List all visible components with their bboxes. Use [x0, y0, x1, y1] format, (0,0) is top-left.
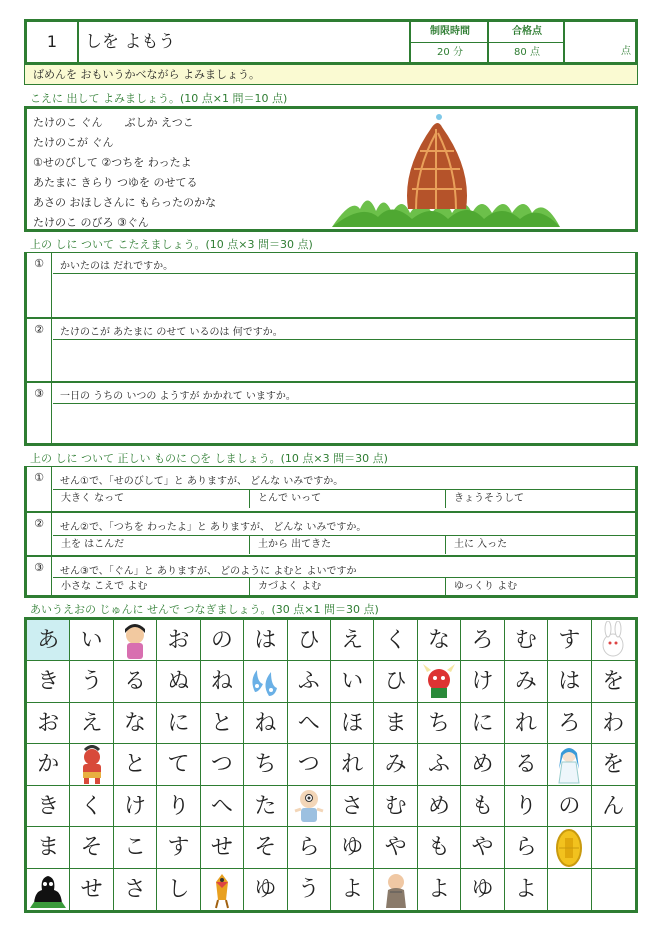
- kana-cell[interactable]: れ: [505, 703, 548, 744]
- poem-line: たけのこが ぐん: [33, 136, 114, 149]
- spirit-flame-picture[interactable]: [244, 661, 287, 702]
- question-number: ③: [27, 383, 52, 443]
- option-row: [53, 577, 635, 598]
- question-text: かいたのは だれですか。: [60, 261, 174, 272]
- question-box: [24, 252, 638, 446]
- kana-cell[interactable]: な: [418, 620, 461, 661]
- choice-row: [27, 555, 635, 595]
- option-row: [53, 535, 635, 556]
- kana-cell[interactable]: ぬ: [157, 661, 200, 702]
- kana-cell[interactable]: さ: [331, 786, 374, 827]
- kana-cell[interactable]: わ: [592, 703, 635, 744]
- kana-cell[interactable]: さ: [114, 869, 157, 910]
- shadow-monster-picture[interactable]: [27, 869, 70, 910]
- instruction-text: ばめんを おもいうかべながら よみましょう。: [24, 65, 638, 85]
- kana-cell[interactable]: ら: [288, 827, 331, 868]
- worksheet-number: 1: [27, 22, 79, 62]
- kana-cell[interactable]: ん: [592, 786, 635, 827]
- kana-cell[interactable]: は: [548, 661, 591, 702]
- question-text: せん②で、「つちを わったよ」と ありますが、 どんな いみですか。: [60, 522, 367, 533]
- kana-cell-empty[interactable]: [592, 869, 635, 910]
- bird-monster-picture[interactable]: [201, 869, 244, 910]
- kana-cell[interactable]: ま: [27, 827, 70, 868]
- pass-score-value: 80 点: [514, 47, 540, 58]
- answer-field[interactable]: [53, 403, 635, 444]
- kana-cell[interactable]: ほ: [331, 703, 374, 744]
- kana-cell[interactable]: め: [418, 786, 461, 827]
- monk-picture[interactable]: [374, 869, 417, 910]
- kana-cell[interactable]: ゆ: [331, 827, 374, 868]
- poem-line: たけのこ ぐん ぶしか えつこ: [33, 116, 194, 129]
- option-row: [53, 489, 635, 510]
- kana-cell[interactable]: に: [157, 703, 200, 744]
- worksheet-title: しを よもう: [85, 32, 176, 52]
- question-number: ②: [27, 513, 52, 555]
- answer-field[interactable]: [53, 273, 635, 316]
- time-limit-value: 20 分: [437, 47, 463, 58]
- kana-cell[interactable]: お: [157, 620, 200, 661]
- kana-cell[interactable]: そ: [70, 827, 113, 868]
- kana-cell[interactable]: と: [114, 744, 157, 785]
- pass-score-cell: [487, 22, 565, 62]
- kana-cell[interactable]: か: [27, 744, 70, 785]
- poem-box: [24, 106, 638, 232]
- kana-cell[interactable]: い: [331, 661, 374, 702]
- kana-cell[interactable]: る: [114, 661, 157, 702]
- score-cell[interactable]: [563, 22, 637, 62]
- kana-cell[interactable]: り: [157, 786, 200, 827]
- question-row: [27, 381, 635, 443]
- kana-cell[interactable]: う: [70, 661, 113, 702]
- kana-cell[interactable]: の: [201, 620, 244, 661]
- kana-cell[interactable]: う: [288, 869, 331, 910]
- kana-cell[interactable]: ひ: [288, 620, 331, 661]
- kana-cell[interactable]: す: [157, 827, 200, 868]
- option-item[interactable]: 土に 入った: [445, 536, 635, 554]
- kana-cell[interactable]: に: [461, 703, 504, 744]
- kana-cell[interactable]: て: [157, 744, 200, 785]
- kana-cell[interactable]: き: [27, 661, 70, 702]
- one-eyed-monster-picture[interactable]: [288, 786, 331, 827]
- kana-cell[interactable]: お: [27, 703, 70, 744]
- question-row: [27, 253, 635, 317]
- kana-cell[interactable]: を: [592, 661, 635, 702]
- kana-cell[interactable]: そ: [244, 827, 287, 868]
- poem-line: あさの おほしさんに もらったのかな: [33, 196, 216, 209]
- time-limit-cell: [409, 22, 489, 62]
- bamboo-shoot-picture: [332, 109, 562, 229]
- kana-cell[interactable]: け: [461, 661, 504, 702]
- kana-cell[interactable]: ま: [374, 703, 417, 744]
- kana-cell[interactable]: ち: [244, 744, 287, 785]
- kana-cell[interactable]: ふ: [418, 744, 461, 785]
- rabbit-picture[interactable]: [592, 620, 635, 661]
- option-item[interactable]: 土から 出てきた: [249, 536, 445, 554]
- kana-cell[interactable]: こ: [114, 827, 157, 868]
- kana-cell[interactable]: と: [201, 703, 244, 744]
- kana-cell[interactable]: よ: [331, 869, 374, 910]
- kana-cell-empty[interactable]: [592, 827, 635, 868]
- kana-cell[interactable]: は: [244, 620, 287, 661]
- kana-cell[interactable]: す: [548, 620, 591, 661]
- red-oni-picture[interactable]: [70, 744, 113, 785]
- kana-cell[interactable]: も: [418, 827, 461, 868]
- kana-cell[interactable]: ふ: [288, 661, 331, 702]
- kana-cell[interactable]: り: [505, 786, 548, 827]
- kana-cell[interactable]: れ: [331, 744, 374, 785]
- yuki-onna-picture[interactable]: [548, 744, 591, 785]
- kana-cell[interactable]: よ: [505, 869, 548, 910]
- kana-grid: [24, 617, 638, 913]
- kana-cell[interactable]: み: [374, 744, 417, 785]
- kana-cell[interactable]: ね: [201, 661, 244, 702]
- kana-cell[interactable]: せ: [70, 869, 113, 910]
- kana-cell[interactable]: め: [461, 744, 504, 785]
- kana-cell[interactable]: し: [157, 869, 200, 910]
- choice-row: [27, 511, 635, 555]
- question-text: せん①で、「せのびして」と ありますが、 どんな いみですか。: [60, 476, 344, 487]
- kana-cell[interactable]: み: [505, 661, 548, 702]
- time-limit-label: 制限時間: [411, 22, 489, 43]
- gold-koban-picture[interactable]: [548, 827, 591, 868]
- option-item[interactable]: 小さな こえで よむ: [61, 581, 148, 592]
- kana-cell[interactable]: や: [374, 827, 417, 868]
- question-number: ①: [27, 253, 52, 317]
- option-item[interactable]: ゆっくり よむ: [445, 578, 635, 596]
- kana-cell[interactable]: あ: [27, 620, 70, 661]
- question-text: たけのこが あたまに のせて いるのは 何ですか。: [60, 327, 283, 338]
- kana-cell[interactable]: ひ: [374, 661, 417, 702]
- option-item[interactable]: カづよく よむ: [249, 578, 445, 596]
- kana-cell[interactable]: せ: [201, 827, 244, 868]
- choice-row: [27, 467, 635, 511]
- kana-cell[interactable]: な: [114, 703, 157, 744]
- pass-score-label: 合格点: [489, 22, 565, 43]
- question-section-title: 上の しに ついて こたえましょう。(10 点×3 問＝30 点): [30, 238, 313, 251]
- kana-cell[interactable]: よ: [418, 869, 461, 910]
- kana-cell[interactable]: い: [70, 620, 113, 661]
- kana-cell[interactable]: も: [461, 786, 504, 827]
- kana-cell[interactable]: き: [27, 786, 70, 827]
- kana-cell[interactable]: の: [548, 786, 591, 827]
- kana-cell[interactable]: く: [70, 786, 113, 827]
- oni-mask-picture[interactable]: [418, 661, 461, 702]
- kana-cell[interactable]: む: [505, 620, 548, 661]
- kana-cell[interactable]: え: [331, 620, 374, 661]
- kana-cell[interactable]: ゆ: [244, 869, 287, 910]
- poem-line: あたまに きらり つゆを のせてる: [33, 176, 198, 189]
- option-item[interactable]: とんで いって: [249, 490, 445, 508]
- grid-section-title: あいうえおの じゅんに せんで つなぎましょう。(30 点×1 問＝30 点): [30, 603, 379, 616]
- kana-cell[interactable]: ゆ: [461, 869, 504, 910]
- kana-cell[interactable]: ら: [505, 827, 548, 868]
- poem-section-title: こえに 出して よみましょう。(10 点×1 問＝10 点): [30, 92, 288, 105]
- kana-cell[interactable]: た: [244, 786, 287, 827]
- question-number: ①: [27, 467, 52, 511]
- question-number: ③: [27, 557, 52, 595]
- question-number: ②: [27, 319, 52, 381]
- option-item[interactable]: 大きく なって: [61, 493, 125, 504]
- kana-cell[interactable]: ち: [418, 703, 461, 744]
- option-item[interactable]: きょうそうして: [445, 490, 635, 508]
- kana-cell[interactable]: け: [114, 786, 157, 827]
- question-text: 一日の うちの いつの ようすが かかれて いますか。: [60, 391, 296, 402]
- kana-cell[interactable]: ろ: [461, 620, 504, 661]
- question-text: せん③で、「ぐん」と ありますが、 どのように よむと よいですか: [60, 566, 357, 577]
- kana-cell[interactable]: つ: [288, 744, 331, 785]
- score-unit: 点: [621, 46, 631, 57]
- woman-picture[interactable]: [114, 620, 157, 661]
- choice-box: [24, 466, 638, 598]
- poem-line: たけのこ のびろ ③ぐん: [33, 216, 149, 229]
- kana-cell[interactable]: へ: [201, 786, 244, 827]
- kana-cell[interactable]: ろ: [548, 703, 591, 744]
- header-box: [24, 19, 638, 65]
- kana-cell[interactable]: ね: [244, 703, 287, 744]
- kana-cell[interactable]: へ: [288, 703, 331, 744]
- kana-cell[interactable]: え: [70, 703, 113, 744]
- answer-field[interactable]: [53, 339, 635, 382]
- kana-cell[interactable]: る: [505, 744, 548, 785]
- kana-cell[interactable]: や: [461, 827, 504, 868]
- kana-cell[interactable]: く: [374, 620, 417, 661]
- kana-cell[interactable]: つ: [201, 744, 244, 785]
- kana-cell-empty[interactable]: [548, 869, 591, 910]
- choice-section-title: 上の しに ついて 正しい ものに ○を しましょう。(10 点×3 問＝30 点): [30, 452, 388, 465]
- poem-line: ①せのびして ②つちを わったよ: [33, 156, 192, 169]
- kana-cell[interactable]: む: [374, 786, 417, 827]
- option-item[interactable]: 土を はこんだ: [61, 539, 125, 550]
- question-row: [27, 317, 635, 381]
- kana-cell[interactable]: を: [592, 744, 635, 785]
